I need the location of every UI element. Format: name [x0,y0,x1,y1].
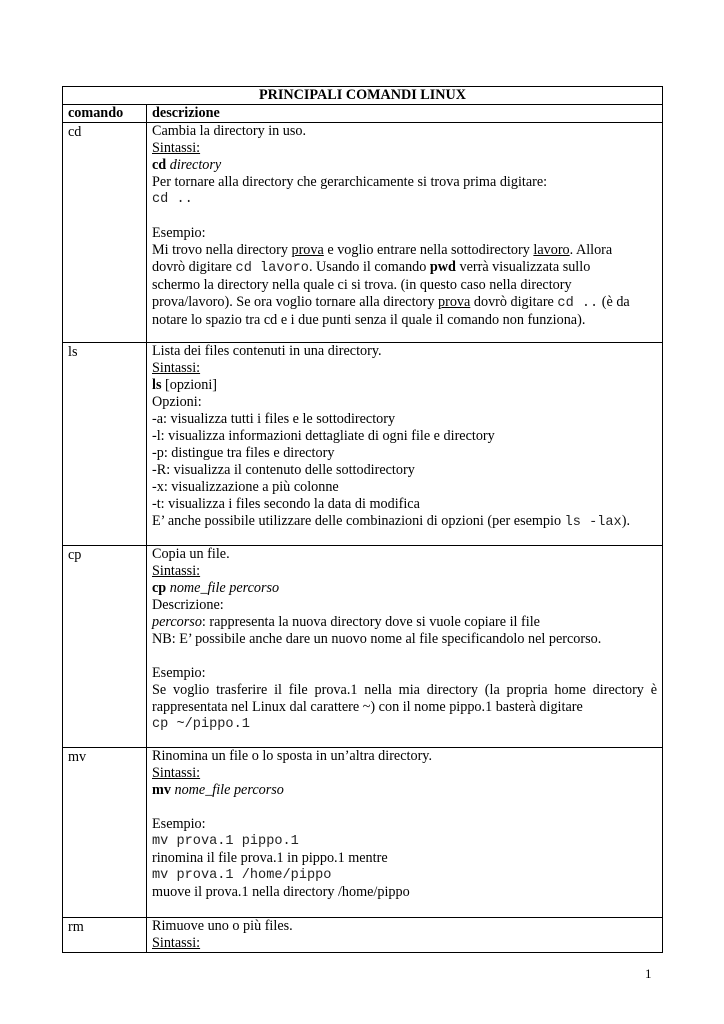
cd-back-code: cd .. [152,192,193,207]
cd-example-label: Esempio: [152,225,206,241]
cd-example-line-2: dovrò digitare cd lavoro. Usando il comando pwd verrà visualizzata sullo [152,259,591,276]
command-name-mv: mv [63,748,147,918]
command-name-ls: ls [63,343,147,546]
table-row-ls [63,343,663,546]
ls-combinations: E’ anche possibile utilizzare delle combinazioni di opzioni (per esempio ls -lax). [152,513,630,530]
table-header-row [63,105,663,123]
cp-example-text: Se voglio trasferire il file prova.1 nella mia directory (la propria home directory è rappresentata nel Linux dal carattere ~) con il nome pippo.1 basterà digitare [152,682,658,715]
column-header-command: comando [63,105,147,123]
command-name-rm: rm [63,918,147,953]
page-number: 1 [645,966,652,981]
ls-syntax-label: Sintassi: [152,360,201,376]
cp-nb: NB: E’ possibile anche dare un nuovo nome al file specificandolo nel percorso. [152,631,602,647]
rm-syntax-label: Sintassi: [152,935,201,951]
cp-percorso: percorso: rappresenta la nuova directory dove si vuole copiare il file [152,614,540,630]
cp-descr-label: Descrizione: [152,597,224,613]
table-row-rm [63,918,663,953]
cd-example-line-1: Mi trovo nella directory prova e voglio entrare nella sottodirectory lavoro. Allora [152,242,613,258]
ls-option: -t: visualizza i files secondo la data di modifica [152,496,420,512]
cd-example-line-3: schermo la directory nella quale ci si trova. (in questo caso nella directory [152,277,572,293]
mv-text-1: rinomina il file prova.1 in pippo.1 mentre [152,850,388,866]
table-title-row [63,87,663,105]
table-row-cp [63,546,663,748]
cp-example-label: Esempio: [152,665,206,681]
rm-description: Rimuove uno o più files. [152,918,293,934]
mv-text-2: muove il prova.1 nella directory /home/pippo [152,884,410,900]
command-name-cp: cp [63,546,147,748]
mv-example-label: Esempio: [152,816,206,832]
mv-description: Rinomina un file o lo sposta in un’altra directory. [152,748,433,764]
mv-syntax: mv nome_file percorso [152,782,284,798]
cp-syntax-label: Sintassi: [152,563,201,579]
description-cp [147,546,663,748]
cp-example-code: cp ~/pippo.1 [152,717,250,732]
description-cd [147,123,663,343]
commands-table [62,86,663,953]
mv-syntax-label: Sintassi: [152,765,201,781]
ls-option: -a: visualizza tutti i files e le sottodirectory [152,411,396,427]
description-rm [147,918,663,953]
cd-syntax: cd directory [152,157,222,173]
ls-option: -p: distingue tra files e directory [152,445,335,461]
ls-option: -R: visualizza il contenuto delle sottodirectory [152,462,415,478]
cd-syntax-label: Sintassi: [152,140,201,156]
table-row-cd [63,123,663,343]
cp-syntax: cp nome_file percorso [152,580,280,596]
ls-option: -x: visualizzazione a più colonne [152,479,339,495]
table-row-mv [63,748,663,918]
column-header-description: descrizione [147,105,663,123]
ls-syntax: ls [opzioni] [152,377,218,393]
ls-option: -l: visualizza informazioni dettagliate di ogni file e directory [152,428,495,444]
cd-back-text: Per tornare alla directory che gerarchicamente si trova prima digitare: [152,174,548,190]
description-mv [147,748,663,918]
cd-example-line-5: notare lo spazio tra cd e i due punti senza il quale il comando non funziona). [152,312,586,328]
command-name-cd: cd [63,123,147,343]
description-ls [147,343,663,546]
mv-code-1: mv prova.1 pippo.1 [152,834,299,849]
ls-options-label: Opzioni: [152,394,202,410]
cd-example-line-4: prova/lavoro). Se ora voglio tornare alla directory prova dovrò digitare cd .. (è da [152,294,630,311]
mv-code-2: mv prova.1 /home/pippo [152,868,332,883]
cp-description: Copia un file. [152,546,230,562]
table-title: PRINCIPALI COMANDI LINUX [63,87,663,105]
cd-description: Cambia la directory in uso. [152,123,307,139]
ls-description: Lista dei files contenuti in una directory. [152,343,382,359]
